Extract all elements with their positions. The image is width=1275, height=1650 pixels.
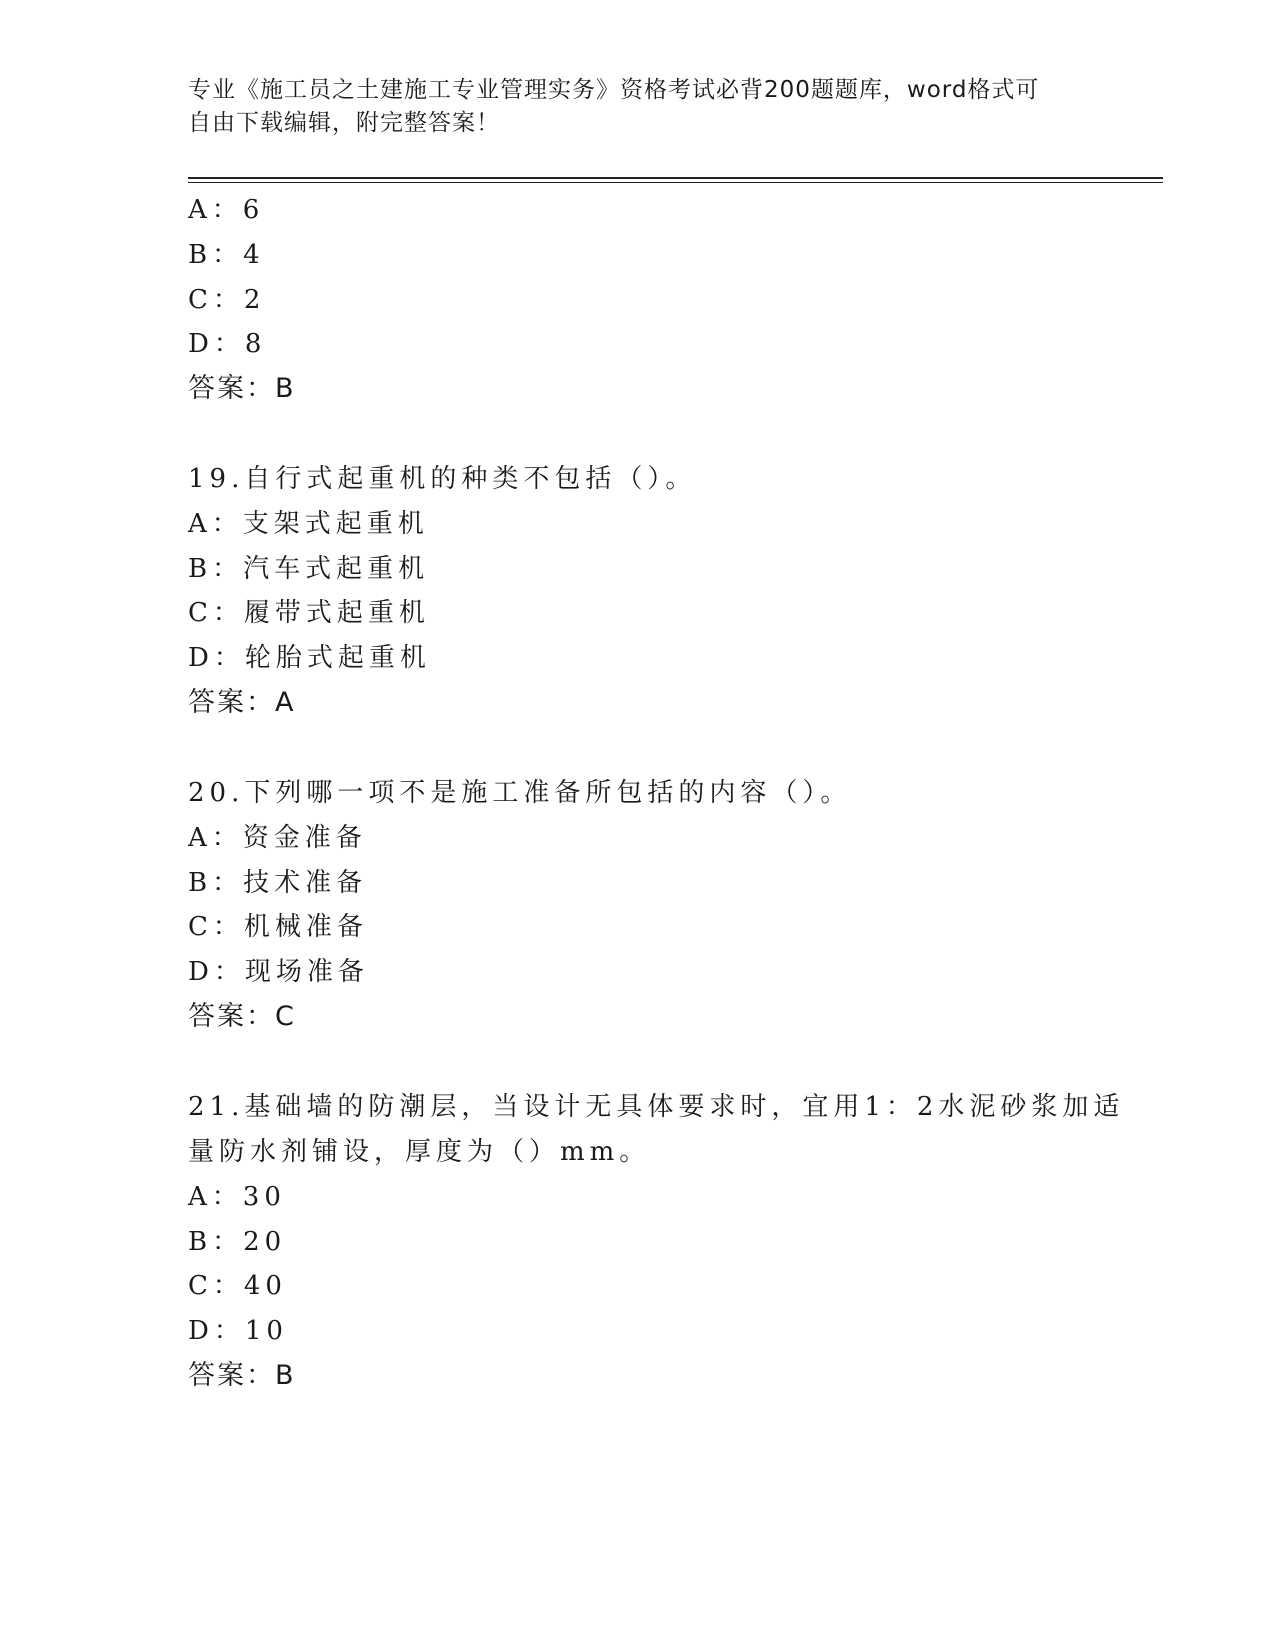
q19-option-c: C：履带式起重机	[188, 598, 430, 628]
header-divider-thin	[188, 182, 1163, 183]
q19-option-a: A：支架式起重机	[188, 509, 429, 539]
header-line-2: 自由下载编辑，附完整答案！	[188, 110, 500, 136]
q18-option-c: C：2	[188, 285, 266, 315]
header-divider-thick	[188, 177, 1163, 179]
q20-option-d: D：现场准备	[188, 957, 369, 987]
q18-answer: 答案：B	[188, 373, 296, 404]
q20-option-a: A：资金准备	[188, 823, 367, 853]
q20-option-c: C：机械准备	[188, 912, 368, 942]
q21-question-line-1: 21.基础墙的防潮层，当设计无具体要求时，宜用1：2水泥砂浆加适	[188, 1092, 1125, 1122]
q21-option-b: B：20	[188, 1227, 287, 1257]
q19-question: 19.自行式起重机的种类不包括（）。	[188, 464, 697, 494]
q21-answer: 答案：B	[188, 1360, 296, 1391]
q20-question: 20.下列哪一项不是施工准备所包括的内容（）。	[188, 778, 852, 808]
q21-option-d: D：10	[188, 1316, 288, 1346]
q19-option-b: B：汽车式起重机	[188, 554, 430, 584]
q18-option-b: B：4	[188, 240, 265, 270]
q18-option-a: A：6	[188, 195, 265, 225]
q21-question-line-2: 量防水剂铺设，厚度为（）mm。	[188, 1137, 651, 1167]
q19-option-d: D：轮胎式起重机	[188, 643, 431, 673]
q20-answer: 答案：C	[188, 1001, 296, 1032]
header-line-1: 专业《施工员之土建施工专业管理实务》资格考试必背200题题库，word格式可	[188, 77, 1040, 103]
q21-option-a: A：30	[188, 1182, 286, 1212]
q21-option-c: C：40	[188, 1271, 287, 1301]
q18-option-d: D：8	[188, 329, 267, 359]
q20-option-b: B：技术准备	[188, 868, 368, 898]
q19-answer: 答案：A	[188, 687, 296, 718]
document-header	[188, 74, 1068, 140]
